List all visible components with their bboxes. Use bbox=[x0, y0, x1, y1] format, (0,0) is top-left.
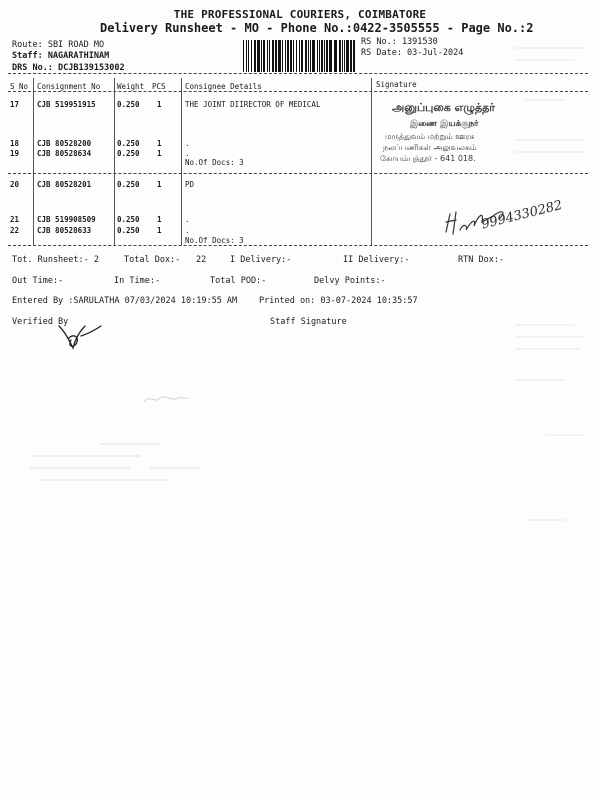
row-weight: 0.250 bbox=[117, 180, 140, 189]
bleed-through-text-icon bbox=[20, 440, 220, 495]
entered-by: Entered By :SARULATHA 07/03/2024 10:19:55 AM bbox=[12, 296, 238, 306]
total-dox-label: Total Dox:- bbox=[124, 255, 181, 265]
row-pcs: 1 bbox=[157, 226, 162, 235]
i-delivery: I Delivery:- bbox=[230, 255, 292, 265]
row-pcs: 1 bbox=[157, 215, 162, 224]
row-consignee: . bbox=[185, 226, 190, 235]
barcode-bar bbox=[261, 40, 262, 72]
row-consignee: . bbox=[185, 139, 190, 148]
row-consignee: . bbox=[185, 215, 190, 224]
barcode-bar bbox=[301, 40, 303, 72]
barcode-bar bbox=[326, 40, 328, 72]
barcode bbox=[243, 40, 356, 72]
row-consignment: CJB 80528201 bbox=[37, 180, 92, 189]
total-dox-value: 22 bbox=[196, 255, 207, 265]
barcode-bar bbox=[339, 40, 341, 72]
barcode-bar bbox=[290, 40, 292, 72]
row-consignment: CJB 80528634 bbox=[37, 149, 92, 158]
barcode-bar bbox=[263, 40, 265, 72]
barcode-bar bbox=[350, 40, 352, 72]
col-divider bbox=[114, 78, 115, 245]
col-divider bbox=[33, 78, 34, 245]
row-pcs: 1 bbox=[157, 100, 162, 109]
staff-signature: Staff Signature bbox=[270, 317, 347, 327]
barcode-bar bbox=[353, 40, 355, 72]
table-top-rule bbox=[8, 73, 588, 74]
delvy-points: Delvy Points:- bbox=[314, 276, 386, 286]
row-sno: 21 bbox=[10, 215, 20, 224]
row-pcs: 1 bbox=[157, 180, 162, 189]
bleed-through-column-icon bbox=[505, 40, 595, 540]
bleed-through-mark-icon bbox=[140, 390, 190, 408]
verified-by: Verified By bbox=[12, 317, 69, 327]
row-sno: 19 bbox=[10, 149, 20, 158]
rs-number: RS No.: 1391530 bbox=[361, 37, 438, 47]
col-divider bbox=[371, 78, 372, 245]
row-sno: 17 bbox=[10, 100, 20, 109]
col-header-consignment: Consignment No bbox=[37, 82, 101, 91]
barcode-bar bbox=[275, 40, 277, 72]
row-weight: 0.250 bbox=[117, 100, 140, 109]
stamp-line: மருத்துவம் மற்றும் ஊரக bbox=[385, 132, 475, 141]
row-consignee: . bbox=[185, 149, 190, 158]
barcode-bar bbox=[285, 40, 286, 72]
barcode-bar bbox=[269, 40, 270, 72]
barcode-bar bbox=[305, 40, 307, 72]
staff-label: Staff: NAGARATHINAM bbox=[12, 51, 110, 61]
row-consignment: CJB 519951915 bbox=[37, 100, 96, 109]
barcode-bar bbox=[329, 40, 332, 72]
barcode-bar bbox=[272, 40, 274, 72]
barcode-bar bbox=[310, 40, 311, 72]
row-pcs: 1 bbox=[157, 139, 162, 148]
barcode-bar bbox=[299, 40, 300, 72]
barcode-bar bbox=[308, 40, 309, 72]
printed-on: Printed on: 03-07-2024 10:35:57 bbox=[259, 296, 418, 306]
barcode-bar bbox=[346, 40, 349, 72]
drs-number: DRS No.: DCJB139153002 bbox=[12, 63, 125, 73]
stamp-line: அனுப்புகை எழுத்தர் bbox=[392, 101, 496, 114]
col-header-consignee: Consignee Details bbox=[185, 82, 262, 91]
header-bottom-rule bbox=[8, 91, 588, 92]
col-header-sno: S No bbox=[10, 82, 29, 91]
col-header-signature: Signature bbox=[376, 80, 417, 89]
row-consignment: CJB 80528200 bbox=[37, 139, 92, 148]
barcode-bar bbox=[254, 40, 256, 72]
row-weight: 0.250 bbox=[117, 139, 140, 148]
stamp-line: கோயம்புத்தூர் - 641 018. bbox=[380, 154, 476, 163]
row-consignee: THE JOINT DIIRECTOR OF MEDICAL bbox=[185, 100, 321, 109]
barcode-bar bbox=[243, 40, 244, 72]
barcode-bar bbox=[312, 40, 315, 72]
barcode-bar bbox=[296, 40, 297, 72]
ii-delivery: II Delivery:- bbox=[343, 255, 410, 265]
barcode-bar bbox=[267, 40, 268, 72]
col-header-weight: Weight bbox=[117, 82, 145, 91]
row-consignee: PD bbox=[185, 180, 195, 189]
row-consignment: CJB 519908509 bbox=[37, 215, 96, 224]
barcode-bar bbox=[278, 40, 281, 72]
barcode-bar bbox=[317, 40, 318, 72]
col-divider bbox=[181, 78, 182, 245]
barcode-bar bbox=[248, 40, 249, 72]
group-rule-1 bbox=[8, 173, 588, 174]
row-sno: 20 bbox=[10, 180, 20, 189]
docs-count-note: No.Of Docs: 3 bbox=[185, 158, 244, 167]
total-pod: Total POD:- bbox=[210, 276, 267, 286]
rtn-dox: RTN Dox:- bbox=[458, 255, 505, 265]
row-weight: 0.250 bbox=[117, 215, 140, 224]
barcode-bar bbox=[257, 40, 260, 72]
barcode-bar bbox=[342, 40, 343, 72]
barcode-bar bbox=[293, 40, 294, 72]
barcode-bar bbox=[319, 40, 320, 72]
barcode-bar bbox=[251, 40, 252, 72]
col-header-pcs: PCS bbox=[152, 82, 166, 91]
tot-runsheet: Tot. Runsheet:- 2 bbox=[12, 255, 99, 265]
company-title: THE PROFESSIONAL COURIERS, COIMBATORE bbox=[173, 8, 427, 21]
docs-count-note: No.Of Docs: 3 bbox=[185, 236, 244, 245]
row-sno: 22 bbox=[10, 226, 20, 235]
row-pcs: 1 bbox=[157, 149, 162, 158]
runsheet-title: Delivery Runsheet - MO - Phone No.:0422-3505555 - Page No.:2 bbox=[100, 21, 534, 35]
table-bottom-rule bbox=[8, 245, 588, 246]
handwritten-phone: 9994330282 bbox=[480, 197, 564, 233]
stamp-line: நலப்பணிகள் அலுவலகம் bbox=[383, 143, 477, 152]
barcode-bars bbox=[243, 40, 355, 72]
barcode-bar bbox=[344, 40, 345, 72]
barcode-bar bbox=[287, 40, 289, 72]
barcode-bar bbox=[334, 40, 337, 72]
verifier-signature-icon bbox=[55, 318, 105, 352]
barcode-bar bbox=[282, 40, 283, 72]
rs-date: RS Date: 03-Jul-2024 bbox=[361, 48, 464, 58]
in-time: In Time:- bbox=[114, 276, 161, 286]
out-time: Out Time:- bbox=[12, 276, 64, 286]
stamp-line: இணை இயக்குநர் bbox=[410, 119, 479, 129]
barcode-bar bbox=[321, 40, 323, 72]
row-weight: 0.250 bbox=[117, 226, 140, 235]
row-weight: 0.250 bbox=[117, 149, 140, 158]
barcode-bar bbox=[324, 40, 325, 72]
route-label: Route: SBI ROAD MO bbox=[12, 40, 105, 50]
row-consignment: CJB 80528633 bbox=[37, 226, 92, 235]
barcode-bar bbox=[246, 40, 247, 72]
row-sno: 18 bbox=[10, 139, 20, 148]
